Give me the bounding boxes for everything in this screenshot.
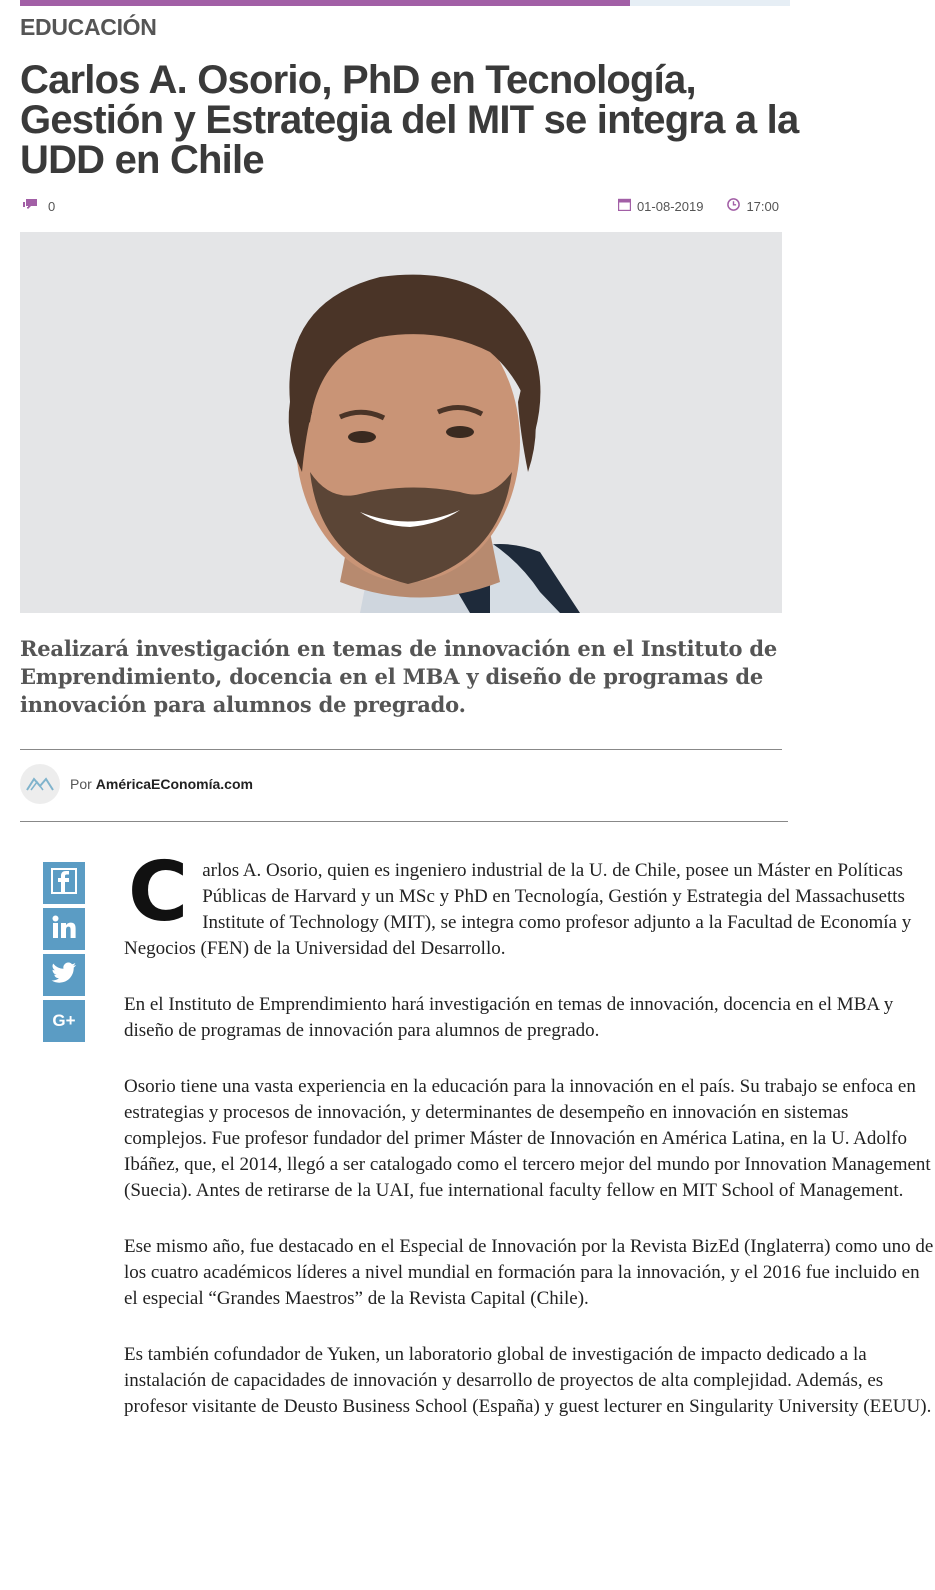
- article-paragraph: En el Instituto de Emprendimiento hará investigación en temas de innovación, docencia en el MBA y diseño de programas de innovación para alumnos de pregrado.: [124, 994, 894, 1041]
- facebook-icon: [51, 868, 77, 899]
- top-progress-fill: [20, 0, 630, 6]
- share-linkedin-button[interactable]: [43, 908, 85, 950]
- calendar-icon: [618, 198, 631, 214]
- top-progress-bar: [20, 0, 790, 6]
- paragraph-1-text: arlos A. Osorio, quien es ingeniero industrial de la U. de Chile, posee un Máster en Políticas Públicas de Harvard y un MSc y PhD en Tecnología, Gestión y Estrategia del Massachusetts Institute of Technology (MIT), se integra como profesor adjunto a la Facultad de Economía y Negocios (FEN) de la Universidad del Desarrollo.: [124, 860, 912, 959]
- comments-count: 0: [48, 199, 56, 214]
- share-twitter-button[interactable]: [43, 954, 85, 996]
- source-avatar[interactable]: [20, 764, 60, 804]
- comments-link[interactable]: [22, 198, 55, 215]
- share-facebook-button[interactable]: [43, 862, 85, 904]
- article-paragraph: Ese mismo año, fue destacado en el Especial de Innovación por la Revista BizEd (Inglaterra) como uno de los cuatro académicos líderes a nivel mundial en formación para la innovación, y el 2016 fue incluido en el especial “Grandes Maestros” de la Revista Capital (Chile).: [124, 1236, 934, 1309]
- article-paragraph: [124, 845, 934, 962]
- article-lede: Realizará investigación en temas de innovación en el Instituto de Emprendimiento, docencia en el MBA y diseño de programas de innovación para alumnos de pregrado.: [20, 636, 778, 717]
- source-logo-icon: [25, 774, 55, 794]
- share-googleplus-button[interactable]: [43, 1000, 85, 1042]
- article-hero-photo: [20, 232, 782, 613]
- twitter-icon: [51, 962, 77, 989]
- article-paragraph: Es también cofundador de Yuken, un laboratorio global de investigación de impacto dedicado a la instalación de capacidades de innovación y desarrollo de proyectos de alta complejidad. Además, es profesor visitante de Deusto Business School (España) y guest lecturer en Singularity University (EEUU).: [124, 1344, 932, 1417]
- divider: [20, 821, 788, 822]
- article-meta: [618, 198, 779, 214]
- section-label[interactable]: EDUCACIÓN: [20, 14, 157, 40]
- clock-icon: [727, 198, 740, 214]
- google-plus-icon: G+: [52, 1011, 76, 1030]
- divider: [20, 749, 782, 750]
- publish-date: 01-08-2019: [636, 198, 704, 214]
- publish-time: 17:00: [746, 198, 779, 214]
- linkedin-icon: [51, 914, 77, 945]
- byline-prefix: Por: [70, 776, 92, 792]
- article-headline: Carlos A. Osorio, PhD en Tecnología, Gestión y Estrategia del MIT se integra a la UDD en Chile: [20, 58, 799, 182]
- drop-cap: C: [128, 845, 189, 940]
- byline: [20, 764, 253, 804]
- byline-source[interactable]: AméricaEConomía.com: [95, 776, 253, 792]
- article-body: [124, 845, 934, 1450]
- article-paragraph: Osorio tiene una vasta experiencia en la educación para la innovación en el país. Su trabajo se enfoca en estrategias y procesos de innovación, y determinantes de desempeño en innovación en sistemas complejos. Fue profesor fundador del primer Máster de Innovación en América Latina, en la U. Adolfo Ibáñez, que, el 2014, llegó a ser catalogado como el tercero mejor del mundo por Innovation Management (Suecia). Antes de retirarse de la UAI, fue international faculty fellow en MIT School of Management.: [124, 1076, 931, 1201]
- comment-icon: [22, 198, 38, 215]
